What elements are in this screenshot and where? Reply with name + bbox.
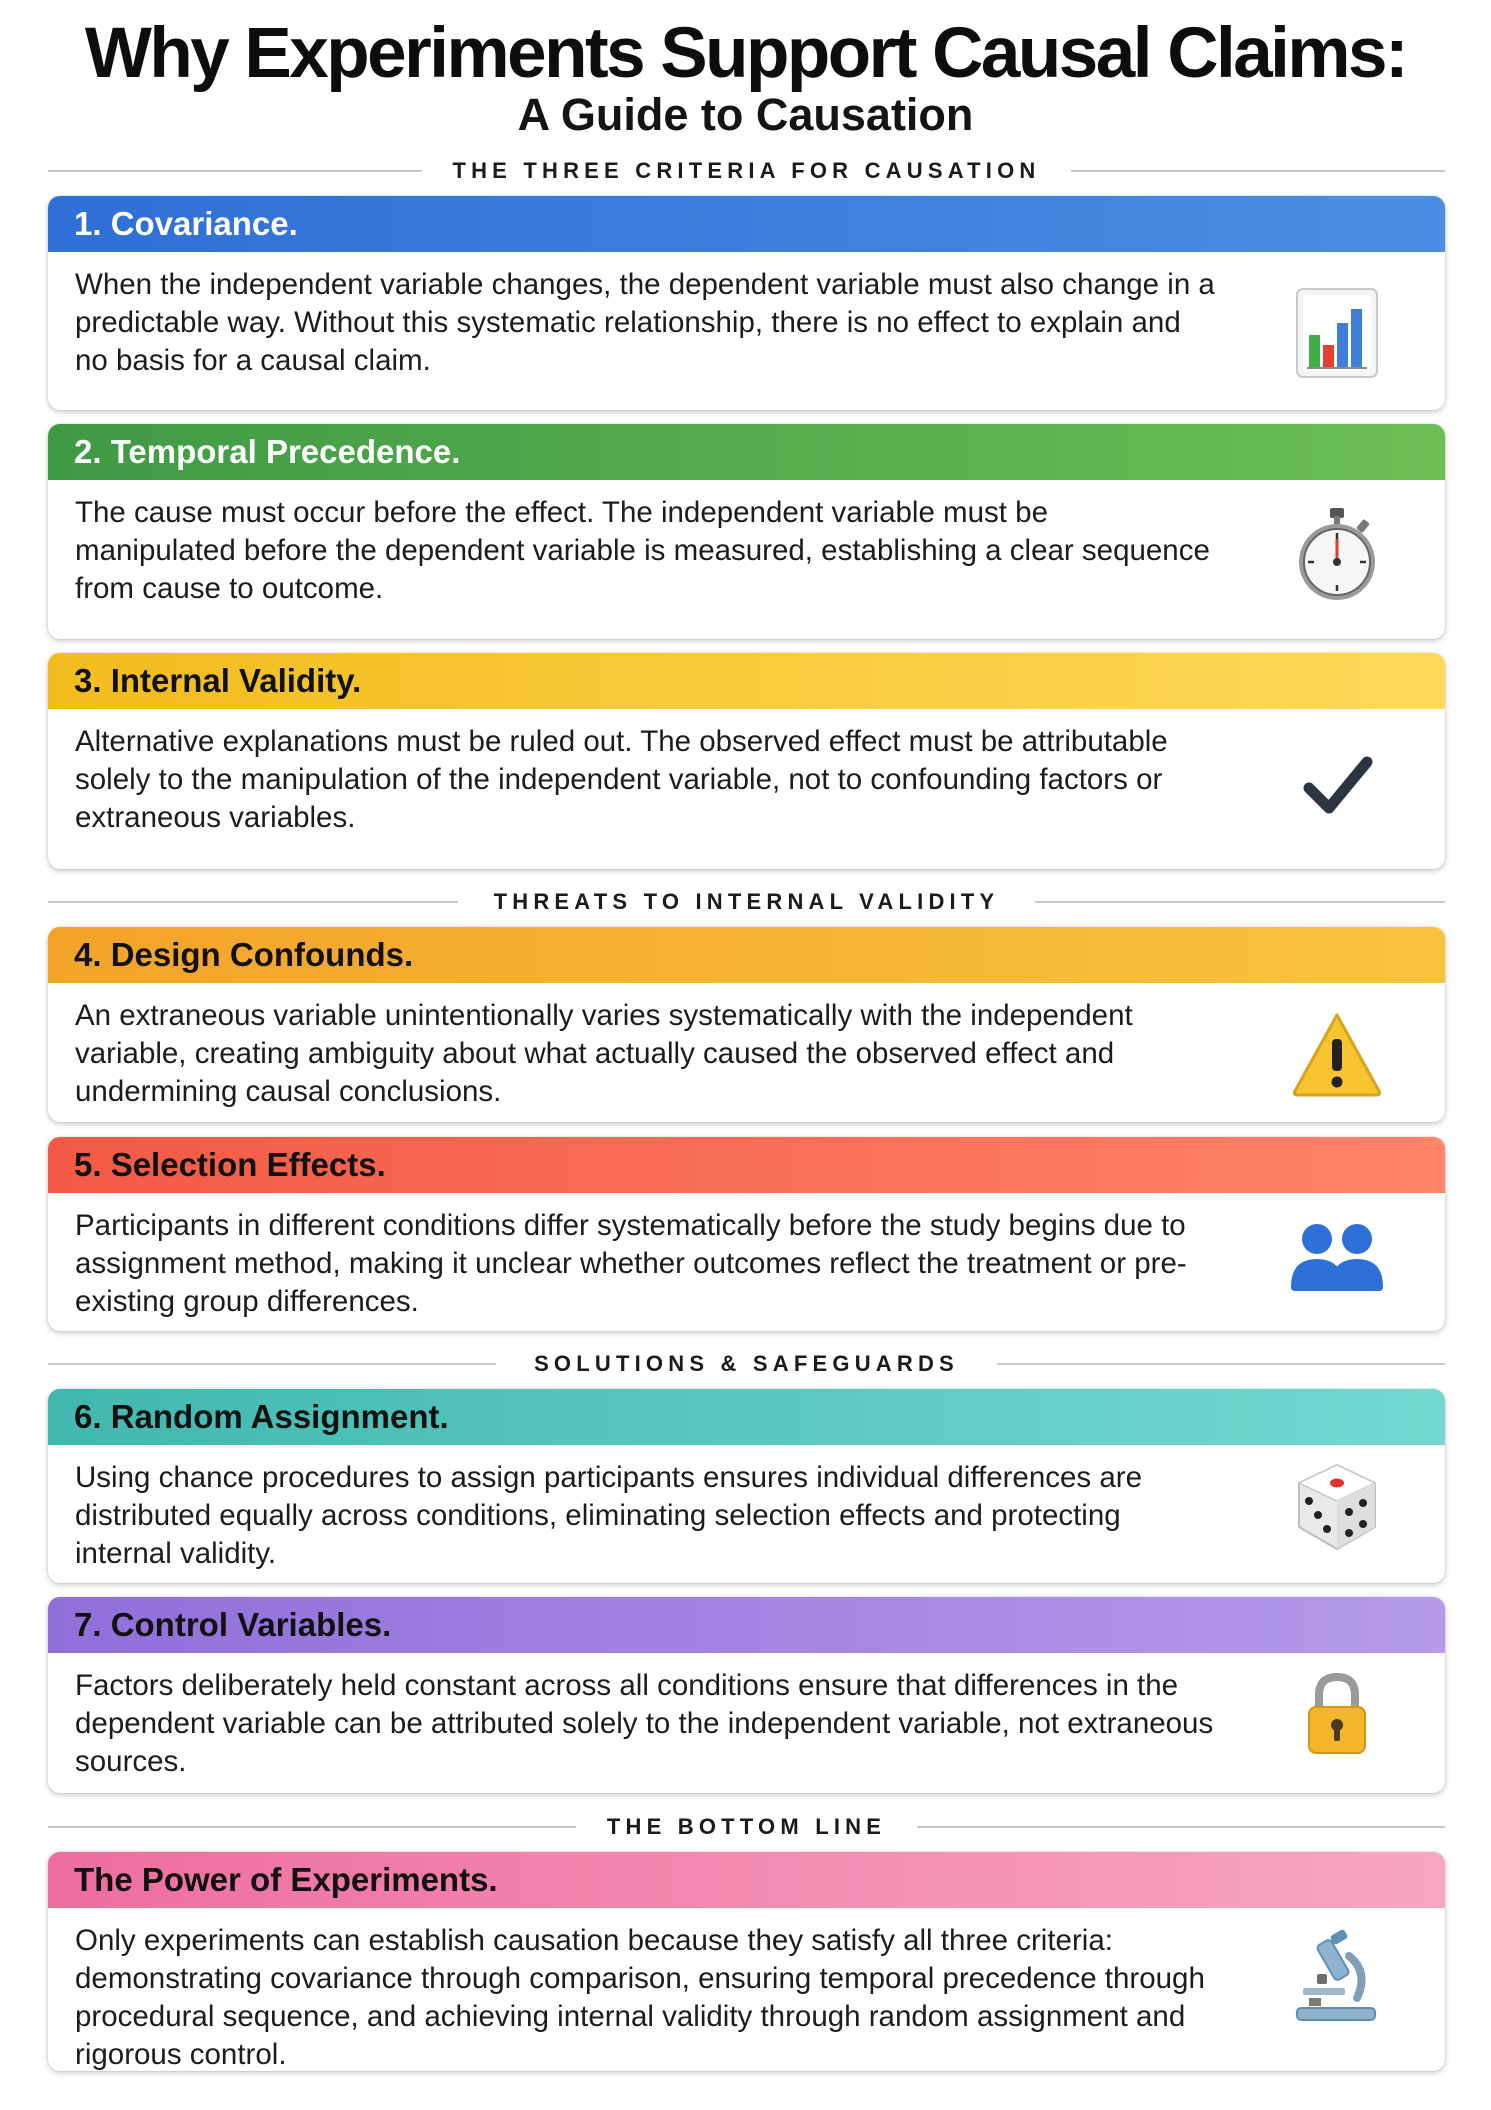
card-text: Factors deliberately held constant across all conditions ensure that differences in the dependent variable can be attributed solely to the independent variable, not extraneous sources. <box>75 1669 1214 1778</box>
card-covariance <box>48 196 1445 410</box>
card-heading: 4. Design Confounds. <box>48 927 1445 983</box>
people-icon <box>1287 1207 1387 1307</box>
section-divider-threats <box>48 890 1445 914</box>
card-heading: 6. Random Assignment. <box>48 1389 1445 1445</box>
bar-chart-icon <box>1287 283 1387 383</box>
card-internal-validity <box>48 653 1445 869</box>
card-text: Using chance procedures to assign participants ensures individual differences are distributed equally across conditions, eliminating selection effects and protecting internal validity. <box>75 1461 1142 1570</box>
card-text: Only experiments can establish causation because they satisfy all three criteria: demonstrating covariance through comparison, ensuring temporal precedence through procedural sequence, and achieving internal validity through random assignment and rigorous control. <box>75 1924 1205 2071</box>
dice-icon <box>1287 1457 1387 1557</box>
page-subtitle: A Guide to Causation <box>517 89 974 140</box>
card-text: The cause must occur before the effect. The independent variable must be manipulated before the dependent variable is measured, establishing a clear sequence from cause to outcome. <box>75 496 1210 605</box>
card-text: Alternative explanations must be ruled out. The observed effect must be attributable solely to the manipulation of the independent variable, not to confounding factors or extraneous variables. <box>75 725 1168 834</box>
card-text: Participants in different conditions differ systematically before the study begins due to assignment method, making it unclear whether outcomes reflect the treatment or pre-existing group differences. <box>75 1209 1187 1318</box>
section-label: THE THREE CRITERIA FOR CAUSATION <box>452 158 1041 183</box>
checkmark-icon <box>1287 738 1387 838</box>
card-text: An extraneous variable unintentionally varies systematically with the independent variable, creating ambiguity about what actually caused the observed effect and undermining causal conclusions. <box>75 999 1133 1108</box>
card-text: When the independent variable changes, the dependent variable must also change in a predictable way. Without this systematic relationship, there is no effect to explain and no basis for a causal claim. <box>75 268 1215 377</box>
warning-icon <box>1287 1005 1387 1105</box>
section-divider-criteria <box>48 159 1445 183</box>
card-heading: 5. Selection Effects. <box>48 1137 1445 1193</box>
card-selection-effects <box>48 1137 1445 1331</box>
section-divider-solutions <box>48 1352 1445 1376</box>
stopwatch-icon <box>1287 504 1387 604</box>
section-label: SOLUTIONS & SAFEGUARDS <box>534 1351 959 1376</box>
card-heading: 1. Covariance. <box>48 196 1445 252</box>
card-heading: 3. Internal Validity. <box>48 653 1445 709</box>
card-heading: 7. Control Variables. <box>48 1597 1445 1653</box>
card-power-of-experiments <box>48 1852 1445 2071</box>
card-heading: The Power of Experiments. <box>48 1852 1445 1908</box>
card-design-confounds <box>48 927 1445 1122</box>
section-label: THREATS TO INTERNAL VALIDITY <box>493 889 1000 914</box>
card-control-variables <box>48 1597 1445 1793</box>
lock-icon <box>1287 1665 1387 1765</box>
page-title: Why Experiments Support Causal Claims: <box>84 14 1407 93</box>
section-divider-bottom-line <box>48 1815 1445 1839</box>
section-label: THE BOTTOM LINE <box>606 1814 887 1839</box>
card-heading: 2. Temporal Precedence. <box>48 424 1445 480</box>
card-temporal-precedence <box>48 424 1445 639</box>
microscope-icon <box>1287 1926 1387 2026</box>
card-random-assignment <box>48 1389 1445 1583</box>
